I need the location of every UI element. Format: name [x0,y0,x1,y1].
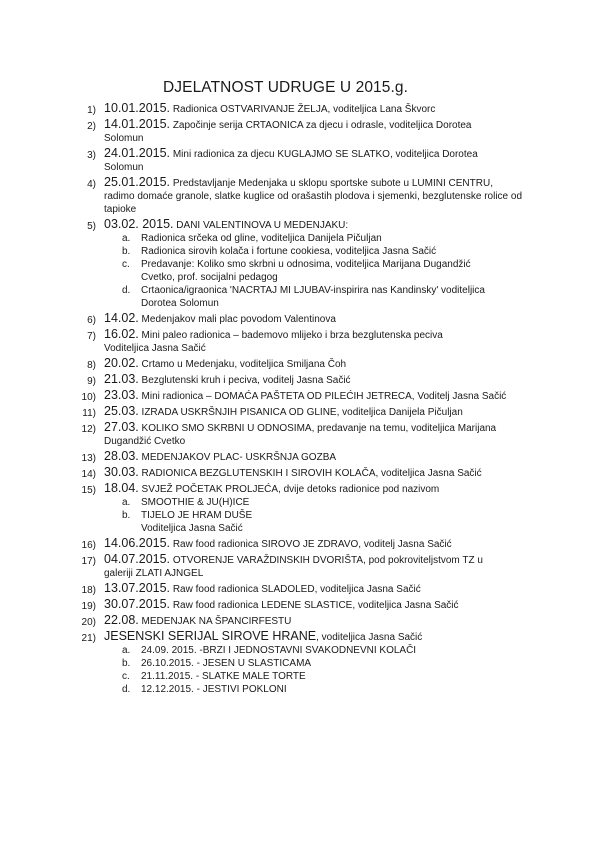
item-date: 22.08. [104,613,139,627]
sub-item [0,245,595,258]
item-continuation: Solomun [104,162,144,173]
sub-item-continuation: Voditeljica Jasna Sačić [141,523,243,534]
item-number: 11) [82,408,96,419]
sub-item-text: 24.09. 2015. -BRZI I JEDNOSTAVNI SVAKODNEVNI KOLAČI [141,645,417,656]
item-continuation: radimo domaće granole, slatke kuglice od orašastih plodova i sjemenki, bezglutenske rolice od tapioke [104,191,523,215]
item-number: 15) [81,485,96,496]
item-number: 20) [81,617,96,628]
sub-item-text: Radionica srčeka od gline, voditeljica Danijela Pičuljan [141,233,382,244]
list-item [0,145,595,174]
item-date: 21.03. [104,372,139,386]
item-line [104,387,535,403]
item-text: Predstavljanje Medenjaka u sklopu sportske subote u LUMINI CENTRU, [172,178,493,189]
sub-item-letter: b. [122,510,131,521]
item-text: Mini radionica – DOMAĆA PAŠTETA OD PILEĆIH JETRECA, Voditelj Jasna Sačić [141,391,507,402]
item-date: 28.03. [104,449,139,463]
sub-item-text: Crtaonica/igraonica 'NACRTAJ MI LJUBAV-inspirira nas Kandinsky' voditeljica [141,285,485,296]
sub-item-letter: c. [122,259,130,270]
item-number: 4) [87,179,96,190]
item-date: 16.02. [104,327,139,341]
list-item [0,387,595,403]
item-date: 27.03. [104,420,139,434]
sub-item-text: SMOOTHIE & JU(H)ICE [141,497,250,508]
sub-item-text: 26.10.2015. - JESEN U SLASTICAMA [141,658,312,669]
item-continuation: Dugandžić Cvetko [104,436,186,447]
item-number: 5) [87,221,96,232]
list-item [0,326,595,355]
item-number: 19) [81,601,96,612]
item-line [104,326,535,342]
item-date: 18.04. [104,481,139,495]
sub-item [0,657,595,670]
list-item [0,612,595,628]
sub-item [0,284,595,310]
item-date: 24.01.2015. [104,146,171,160]
item-number: 3) [87,150,96,161]
item-number: 9) [87,376,96,387]
item-number: 7) [87,331,96,342]
sub-item [0,644,595,657]
sub-item [0,509,595,535]
list-item [0,535,595,551]
list-item [0,628,595,644]
item-line [104,480,535,496]
item-date: 14.06.2015. [104,536,171,550]
sub-item-letter: a. [122,497,131,508]
item-line [104,145,535,161]
item-text: , voditeljica Jasna Sačić [316,632,423,643]
item-line [104,551,535,567]
item-text: Mini paleo radionica – bademovo mlijeko i brza bezglutenska peciva [141,330,443,341]
item-text: Medenjakov mali plac povodom Valentinova [141,314,336,325]
item-text: MEDENJAKOV PLAC- USKRŠNJA GOZBA [141,452,337,463]
item-date: 25.03. [104,404,139,418]
list-item [0,355,595,371]
item-line [104,464,535,480]
list-item [0,403,595,419]
list-item [0,100,595,116]
item-date: 04.07.2015. [104,552,171,566]
item-text: SVJEŽ POČETAK PROLJEĆA, dvije detoks radionice pod nazivom [141,484,440,495]
sub-item-letter: c. [122,671,130,682]
item-text: KOLIKO SMO SKRBNI U ODNOSIMA, predavanje na temu, voditeljica Marijana [141,423,497,434]
item-number: 17) [81,556,96,567]
list-item [0,551,595,580]
item-text: Započinje serija CRTAONICA za djecu i odrasle, voditeljica Dorotea [172,120,472,131]
item-line [104,580,535,596]
sub-item-text: Predavanje: Koliko smo skrbni u odnosima, voditeljica Marijana Dugandžić [141,259,471,270]
item-number: 8) [87,360,96,371]
item-text: Crtamo u Medenjaku, voditeljica Smiljana Čoh [141,359,347,370]
sub-item-letter: a. [122,645,131,656]
list-item [0,116,595,145]
item-date: 03.02. 2015. [104,217,174,231]
item-line [104,355,535,371]
item-date: 25.01.2015. [104,175,171,189]
sub-item [0,232,595,245]
item-date: 30.03. [104,465,139,479]
item-number: 2) [87,121,96,132]
item-text: Raw food radionica LEDENE SLASTICE, voditeljica Jasna Sačić [172,600,459,611]
list-item [0,464,595,480]
item-number: 16) [81,540,96,551]
item-date: 14.02. [104,311,139,325]
sub-item-letter: b. [122,658,131,669]
item-text: Raw food radionica SIROVO JE ZDRAVO, voditelj Jasna Sačić [172,539,452,550]
item-date: 10.01.2015. [104,101,171,115]
sub-item-letter: d. [122,684,131,695]
item-line [104,174,535,190]
list-item [0,480,595,496]
sub-item [0,258,595,284]
item-continuation: Solomun [104,133,144,144]
sub-item-letter: b. [122,246,131,257]
sub-item-text: TIJELO JE HRAM DUŠE [141,510,253,521]
item-line [104,612,535,628]
list-item [0,174,595,216]
item-line [104,100,535,116]
item-line [104,216,535,232]
item-line [104,310,535,326]
item-date: 14.01.2015. [104,117,171,131]
item-text: Raw food radionica SLADOLED, voditeljica Jasna Sačić [172,584,421,595]
list-item [0,596,595,612]
item-number: 10) [81,392,96,403]
item-number: 12) [81,424,96,435]
list-item [0,216,595,232]
list-item [0,371,595,387]
item-date: 20.02. [104,356,139,370]
item-line [104,116,535,132]
item-date: JESENSKI SERIJAL SIROVE HRANE [104,629,317,643]
list-item [0,419,595,448]
list-item [0,580,595,596]
item-number: 6) [87,315,96,326]
item-line [104,535,535,551]
sub-item-continuation: Dorotea Solomun [141,298,219,309]
item-line [104,628,535,644]
item-text: RADIONICA BEZGLUTENSKIH I SIROVIH KOLAČA, voditeljica Jasna Sačić [141,468,482,479]
item-number: 21) [81,633,96,644]
item-number: 13) [81,453,96,464]
item-number: 14) [81,469,96,480]
item-text: IZRADA USKRŠNJIH PISANICA OD GLINE, voditeljica Danijela Pičuljan [141,407,463,418]
sub-item-text: 21.11.2015. - SLATKE MALE TORTE [141,671,306,682]
item-text: OTVORENJE VARAŽDINSKIH DVORIŠTA, pod pokroviteljstvom TZ u [172,555,483,566]
sub-item-letter: a. [122,233,131,244]
sub-item [0,683,595,696]
item-number: 18) [81,585,96,596]
item-date: 23.03. [104,388,139,402]
item-line [104,371,535,387]
item-date: 13.07.2015. [104,581,171,595]
item-text: Bezglutenski kruh i peciva, voditelj Jasna Sačić [141,375,351,386]
item-text: Radionica OSTVARIVANJE ŽELJA, voditeljica Lana Škvorc [172,104,436,115]
item-text: DANI VALENTINOVA U MEDENJAKU: [176,220,349,231]
item-number: 1) [87,105,96,116]
item-date: 30.07.2015. [104,597,171,611]
sub-item-continuation: Cvetko, prof. socijalni pedagog [141,272,278,283]
item-line [104,596,535,612]
item-continuation: galeriji ZLATI AJNGEL [104,568,204,579]
item-line [104,403,535,419]
item-line [104,448,535,464]
item-text: MEDENJAK NA ŠPANCIRFESTU [141,616,292,627]
item-line [104,419,535,435]
activity-list [0,100,595,696]
sub-item [0,670,595,683]
sub-item-text: 12.12.2015. - JESTIVI POKLONI [141,684,287,695]
sub-item [0,496,595,509]
sub-item-letter: d. [122,285,131,296]
item-text: Mini radionica za djecu KUGLAJMO SE SLATKO, voditeljica Dorotea [172,149,478,160]
sub-item-text: Radionica sirovih kolača i fortune cookiesa, voditeljica Jasna Sačić [141,246,437,257]
item-continuation: Voditeljica Jasna Sačić [104,343,206,354]
list-item [0,448,595,464]
page-title: DJELATNOST UDRUGE U 2015.g. [163,79,409,96]
list-item [0,310,595,326]
